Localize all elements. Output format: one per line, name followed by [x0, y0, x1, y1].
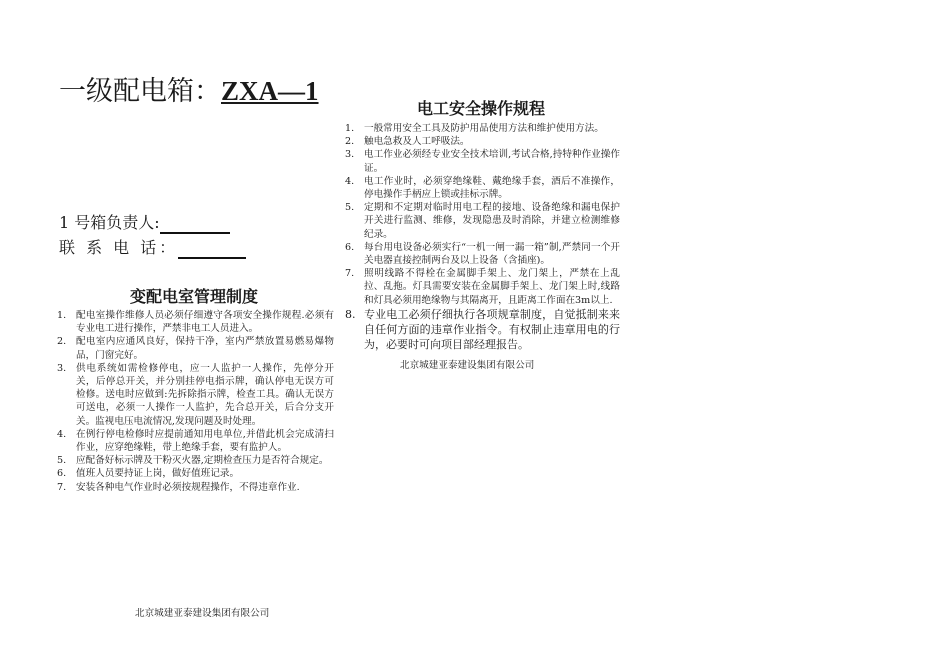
item-text: 照明线路不得栓在金属脚手架上、龙门架上，严禁在上乱拉、乱拖。灯具需要安装在金属脚手架上、龙门架上时,线路和灯具必须用绝缘物与其隔离开，且距离工作面在3m以上. — [364, 268, 620, 306]
item-text: 供电系统如需检修停电，应一人监护一人操作，先停分开关，后停总开关，并分别挂停电指示牌，确认停电无误方可检修。送电时应做到:先拆除指示牌，检查工具。确认无误方可送电，必须一人操作一人监护，先合总开关，后合分支开关。监视电压电流情况,发现问题及时处理。 — [76, 362, 334, 427]
item-text: 一般常用安全工具及防护用品使用方法和维护使用方法。 — [364, 123, 604, 134]
item-number: 3. — [345, 149, 355, 161]
box-title-prefix: 一级配电箱： — [59, 76, 221, 107]
item-text: 安装各种电气作业时必须按规程操作，不得违章作业. — [76, 481, 300, 493]
item-number: 2. — [345, 136, 355, 148]
safety-rules-title: 电工安全操作规程 — [416, 99, 545, 118]
distribution-box-title — [59, 74, 319, 109]
list-item — [345, 135, 620, 148]
item-text: 配电室内应通风良好，保持干净，室内严禁放置易燃易爆物品，门窗完好。 — [76, 336, 334, 361]
item-text: 每台用电设备必须实行“一机一闸一漏一箱”制,严禁同一个开关电器直接控制两台及以上设备（含插座)。 — [364, 241, 620, 267]
item-text: 定期和不定期对临时用电工程的接地、设备绝缘和漏电保护开关进行监测、维修，发现隐患及时消除，并建立检测维修纪录。 — [364, 202, 620, 240]
item-text: 专业电工必须仔细执行各项规章制度，自觉抵制来来自任何方面的违章作业指令。有权制止违章用电的行为，必要时可向项目部经理报告。 — [364, 307, 620, 351]
item-number: 6. — [345, 241, 355, 253]
responsible-person-field — [59, 212, 230, 234]
list-item — [345, 267, 620, 307]
item-number: 7. — [57, 481, 67, 493]
item-text: 值班人员要持证上岗，做好值班记录。 — [76, 468, 240, 480]
responsible-person-blank — [160, 214, 230, 234]
contact-phone-blank — [178, 239, 246, 259]
item-number: 3. — [57, 362, 67, 374]
item-number: 4. — [345, 175, 355, 187]
management-rules-list — [57, 309, 334, 494]
item-text: 在例行停电检修时应提前通知用电单位,并借此机会完成清扫作业，应穿绝缘鞋，带上绝缘手套，要有监护人。 — [76, 428, 334, 454]
item-number: 6. — [57, 468, 67, 480]
item-number: 4. — [57, 428, 67, 440]
list-item — [57, 335, 334, 361]
list-item — [345, 201, 620, 241]
list-item — [57, 428, 334, 454]
list-item — [57, 454, 334, 467]
item-number: 1. — [57, 310, 67, 321]
box-code: ZXA—1 — [221, 76, 319, 106]
item-text: 电工作业时，必须穿绝缘鞋、戴绝缘手套，酒后不准操作，停电操作手柄应上锁或挂标示牌。 — [364, 175, 620, 201]
company-name-left: 北京城建亚泰建设集团有限公司 — [135, 608, 270, 619]
list-item — [57, 467, 334, 480]
contact-phone-label: 联 系 电 话： — [59, 238, 179, 257]
list-item — [345, 122, 620, 135]
item-number: 7. — [345, 268, 355, 280]
item-number: 8. — [345, 307, 356, 321]
item-text: 电工作业必须经专业安全技术培训,考试合格,持特种作业操作证。 — [364, 149, 620, 174]
item-text: 配电室操作维修人员必须仔细遵守各项安全操作规程.必须有专业电工进行操作，严禁非电工人员进入。 — [76, 310, 334, 335]
responsible-person-label: 1 号箱负责人: — [59, 213, 160, 232]
list-item — [345, 175, 620, 201]
list-item — [57, 309, 334, 335]
list-item — [57, 362, 334, 428]
list-item — [345, 148, 620, 174]
contact-phone-field — [59, 237, 246, 259]
item-number: 1. — [345, 123, 355, 134]
item-text: 触电急救及人工呼吸法。 — [364, 136, 470, 148]
list-item — [345, 241, 620, 267]
management-rules-title: 变配电室管理制度 — [129, 287, 258, 306]
list-item — [57, 481, 334, 494]
safety-rules-list — [345, 122, 620, 352]
list-item — [345, 307, 620, 352]
item-number: 2. — [57, 336, 67, 348]
item-number: 5. — [345, 202, 355, 214]
item-text: 应配备好标示牌及干粉灭火器,定期检查压力是否符合规定。 — [76, 455, 329, 467]
company-name-right: 北京城建亚泰建设集团有限公司 — [400, 360, 535, 371]
item-number: 5. — [57, 455, 67, 467]
